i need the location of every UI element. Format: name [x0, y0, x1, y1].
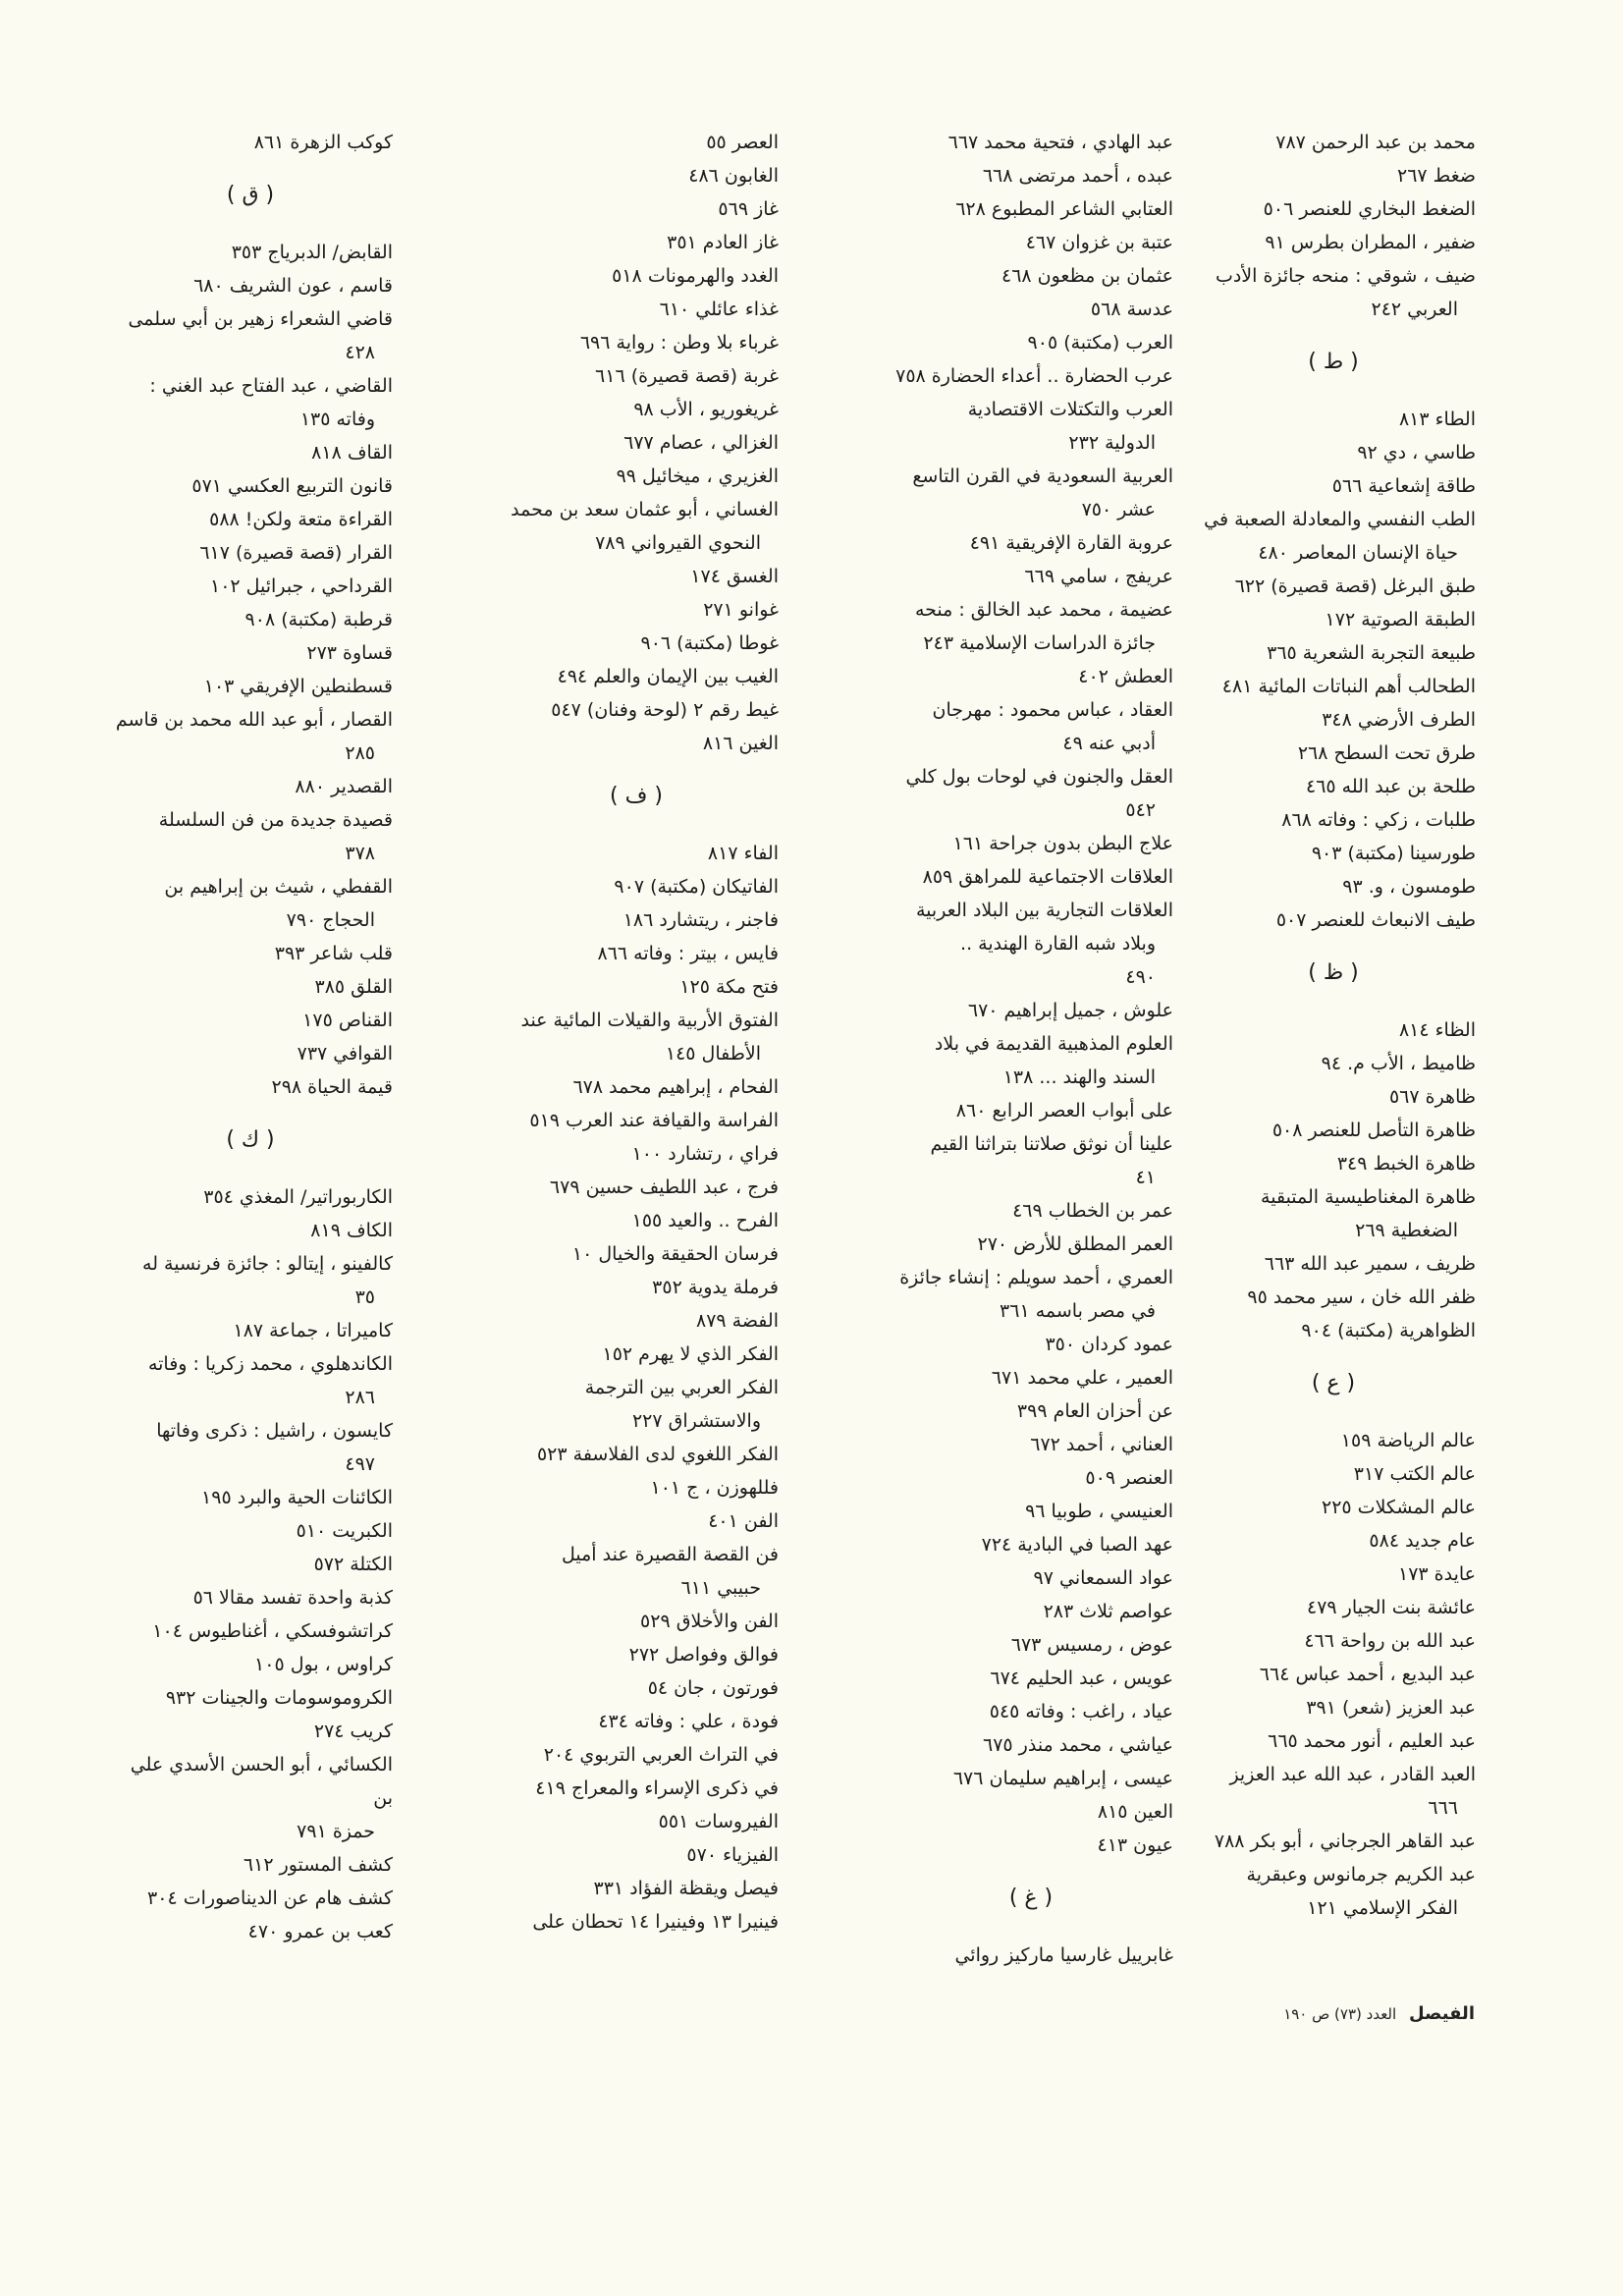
- index-entry-continuation: والاستشراق ٢٢٧: [631, 1410, 761, 1432]
- index-column-1: [1191, 126, 1476, 1925]
- index-entry: قانون التربيع العكسي ٥٧١: [191, 475, 393, 497]
- index-entry: عايدة ١٧٣: [1397, 1563, 1476, 1585]
- index-entry: الغابون ٤٨٦: [688, 165, 779, 187]
- index-entry: فراي ، رتشارد ١٠٠: [631, 1143, 779, 1165]
- index-entry-continuation: حبيبي ٦١١: [680, 1577, 761, 1599]
- index-entry: العلوم المذهبية القديمة في بلاد: [934, 1033, 1173, 1055]
- index-entry: كذبة واحدة تفسد مقالا ٥٦: [192, 1587, 393, 1609]
- index-entry: كايسون ، راشيل : ذكرى وفاتها: [156, 1420, 393, 1442]
- index-entry: العنصر ٥٠٩: [1085, 1467, 1173, 1489]
- index-entry-continuation: الدولية ٢٣٢: [1068, 432, 1156, 454]
- index-entry: طبيعة التجربة الشعرية ٣٦٥: [1267, 642, 1476, 664]
- index-entry: العرب (مكتبة) ٩٠٥: [1027, 332, 1173, 354]
- index-entry: قصيدة جديدة من فن السلسلة: [158, 809, 393, 831]
- index-entry: عن أحزان العام ٣٩٩: [1016, 1400, 1173, 1422]
- index-entry: كشف المستور ٦١٢: [243, 1854, 393, 1876]
- index-entry: الكتلة ٥٧٢: [313, 1554, 393, 1575]
- index-entry: غابرييل غارسيا ماركيز روائي: [954, 1944, 1173, 1966]
- index-entry: قاسم ، عون الشريف ٦٨٠: [193, 275, 393, 297]
- index-entry: فرسان الحقيقة والخيال ١٠: [571, 1243, 779, 1265]
- index-entry-continuation: ٤٩٠: [1125, 966, 1156, 988]
- index-entry: ضفير ، المطران بطرس ٩١: [1265, 232, 1476, 253]
- index-entry: الغيب بين الإيمان والعلم ٤٩٤: [557, 666, 779, 687]
- index-entry: طلبات ، زكي : وفاته ٨٦٨: [1281, 809, 1476, 831]
- index-entry: الكاف ٨١٩: [310, 1220, 393, 1241]
- index-entry-continuation: الضغطية ٢٦٩: [1355, 1220, 1458, 1241]
- index-entry-continuation: السند والهند ... ١٣٨: [1002, 1066, 1156, 1088]
- letter-section-heading: ( ط ): [1308, 350, 1359, 374]
- index-entry: القرداحي ، جبرائيل ١٠٢: [209, 575, 393, 597]
- index-entry: الفيروسات ٥٥١: [658, 1811, 779, 1832]
- index-entry: ظاهرة التأصل للعنصر ٥٠٨: [1271, 1120, 1476, 1141]
- index-entry: قسطنطين الإفريقي ١٠٣: [203, 676, 393, 697]
- index-entry: عروبة القارة الإفريقية ٤٩١: [969, 532, 1173, 554]
- index-entry: الفكر الذي لا يهرم ١٥٢: [602, 1343, 779, 1365]
- index-entry: الغزالي ، عصام ٦٧٧: [623, 432, 779, 454]
- index-entry: فن القصة القصيرة عند أميل: [562, 1544, 779, 1565]
- index-entry: عبد العزيز (شعر) ٣٩١: [1306, 1697, 1476, 1719]
- index-entry: قاضي الشعراء زهير بن أبي سلمى: [128, 308, 393, 330]
- index-entry: عبد الله بن رواحة ٤٦٦: [1304, 1630, 1476, 1652]
- index-entry: غوطا (مكتبة) ٩٠٦: [640, 632, 779, 654]
- index-entry: الفكر العربي بين الترجمة: [584, 1377, 779, 1398]
- index-entry: العمري ، أحمد سويلم : إنشاء جائزة: [899, 1267, 1173, 1288]
- index-entry-continuation: ٤١: [1135, 1167, 1156, 1188]
- index-entry: فرج ، عبد اللطيف حسين ٦٧٩: [549, 1176, 779, 1198]
- index-entry: العلاقات الاجتماعية للمراهق ٨٥٩: [922, 866, 1173, 888]
- index-entry: الفاتيكان (مكتبة) ٩٠٧: [614, 876, 779, 898]
- index-entry: القفطي ، شيث بن إبراهيم بن: [164, 876, 393, 898]
- index-entry-continuation: جائزة الدراسات الإسلامية ٢٤٣: [923, 632, 1156, 654]
- index-entry: كعب بن عمرو ٤٧٠: [247, 1921, 393, 1942]
- index-entry: عالم الرياضة ١٥٩: [1340, 1430, 1476, 1451]
- index-entry-continuation: في مصر باسمه ٣٦١: [1000, 1300, 1156, 1322]
- index-entry: علوش ، جميل إبراهيم ٦٧٠: [967, 1000, 1173, 1021]
- index-entry: ضغط ٢٦٧: [1397, 165, 1476, 187]
- index-entry: ضيف ، شوقي : منحه جائزة الأدب: [1215, 265, 1476, 287]
- index-entry: الطبقة الصوتية ١٧٢: [1325, 609, 1476, 630]
- index-entry: كوكب الزهرة ٨٦١: [253, 132, 393, 153]
- index-entry: غريغوريو ، الأب ٩٨: [633, 399, 779, 420]
- index-entry: طومسون ، و. ٩٣: [1342, 876, 1476, 898]
- index-entry: الغزيري ، ميخائيل ٩٩: [616, 465, 779, 487]
- index-entry: عالم الكتب ٣١٧: [1353, 1463, 1476, 1485]
- index-entry: الكاندهلوي ، محمد زكريا : وفاته: [147, 1353, 393, 1375]
- index-entry: الفاء ٨١٧: [707, 843, 779, 864]
- index-entry: ظفر الله خان ، سير محمد ٩٥: [1247, 1286, 1476, 1308]
- index-entry: العطش ٤٠٢: [1078, 666, 1173, 687]
- index-entry: طلحة بن عبد الله ٤٦٥: [1306, 776, 1476, 797]
- index-entry: القصار ، أبو عبد الله محمد بن قاسم: [115, 709, 393, 731]
- index-entry: عريفج ، سامي ٦٦٩: [1024, 566, 1173, 587]
- index-entry: طورسينا (مكتبة) ٩٠٣: [1311, 843, 1476, 864]
- index-entry: عمر بن الخطاب ٤٦٩: [1012, 1200, 1173, 1222]
- index-entry: الظواهرية (مكتبة) ٩٠٤: [1301, 1320, 1476, 1341]
- index-entry-continuation: النحوي القيرواني ٧٨٩: [595, 532, 761, 554]
- index-entry: الفرح .. والعيد ١٥٥: [631, 1210, 779, 1231]
- index-entry: فرملة يدوية ٣٥٢: [652, 1277, 779, 1298]
- index-entry-continuation: حمزة ٧٩١: [297, 1821, 375, 1842]
- index-entry: الكروموسومات والجينات ٩٣٢: [165, 1687, 393, 1709]
- index-entry: القوافي ٧٣٧: [297, 1043, 393, 1065]
- index-entry-continuation: ٣٧٨: [345, 843, 375, 864]
- index-entry-continuation: ٢٨٦: [345, 1387, 375, 1408]
- index-entry: الفيزياء ٥٧٠: [686, 1844, 779, 1866]
- index-entry: قلب شاعر ٣٩٣: [274, 943, 393, 964]
- index-entry: فوالق وفواصل ٢٧٢: [628, 1644, 779, 1666]
- index-entry-continuation: حياة الإنسان المعاصر ٤٨٠: [1258, 542, 1458, 564]
- index-entry: القلق ٣٨٥: [314, 976, 393, 998]
- index-entry: على أبواب العصر الرابع ٨٦٠: [955, 1100, 1173, 1121]
- index-entry: الفن والأخلاق ٥٢٩: [640, 1611, 779, 1632]
- index-entry: الفتوق الأربية والقيلات المائية عند: [520, 1010, 779, 1031]
- index-entry-continuation: ٤٢٨: [345, 342, 375, 363]
- index-entry: كراتشوفسكي ، أغناطيوس ١٠٤: [152, 1620, 393, 1642]
- index-entry: ظاهرة ٥٦٧: [1388, 1086, 1476, 1108]
- index-entry-continuation: الأطفال ١٤٥: [665, 1043, 761, 1065]
- index-entry: العين ٨١٥: [1097, 1801, 1173, 1823]
- index-entry: ظاهرة المغناطيسية المتبقية: [1261, 1186, 1476, 1208]
- index-entry: غربة (قصة قصيرة) ٦١٦: [595, 365, 779, 387]
- index-entry: القناص ١٧٥: [302, 1010, 393, 1031]
- page-footer: [1239, 2003, 1475, 2024]
- index-entry: الظاء ٨١٤: [1398, 1019, 1476, 1041]
- index-entry: الطاء ٨١٣: [1398, 409, 1476, 430]
- index-entry: الفكر اللغوي لدى الفلاسفة ٥٢٣: [536, 1444, 779, 1465]
- index-entry-continuation: ٣٥: [354, 1286, 375, 1308]
- index-entry: غرباء بلا وطن : رواية ٦٩٦: [579, 332, 779, 354]
- index-entry: عرب الحضارة .. أعداء الحضارة ٧٥٨: [895, 365, 1173, 387]
- index-entry: الفن ٤٠١: [708, 1510, 779, 1532]
- index-entry: طيف الانبعاث للعنصر ٥٠٧: [1275, 909, 1476, 931]
- index-entry: عبد القاهر الجرجاني ، أبو بكر ٧٨٨: [1214, 1831, 1476, 1852]
- index-entry: عواد السمعاني ٩٧: [1033, 1567, 1173, 1589]
- letter-section-heading: ( غ ): [1008, 1886, 1054, 1910]
- index-entry-continuation: ٦٦٦: [1428, 1797, 1458, 1819]
- index-entry: عيون ٤١٣: [1097, 1834, 1173, 1856]
- index-entry: القصدير ٨٨٠: [295, 776, 393, 797]
- index-entry: العرب والتكتلات الاقتصادية: [967, 399, 1173, 420]
- index-entry: الغسق ١٧٤: [690, 566, 779, 587]
- index-entry: القاضي ، عبد الفتاح عبد الغني :: [149, 375, 393, 397]
- index-entry: غذاء عائلي ٦١٠: [659, 299, 779, 320]
- index-entry: الغين ٨١٦: [702, 733, 779, 754]
- index-entry: كشف هام عن الديناصورات ٣٠٤: [147, 1887, 393, 1909]
- index-entry: كالفينو ، إيتالو : جائزة فرنسية له: [142, 1253, 393, 1275]
- index-entry-continuation: الفكر الإسلامي ١٢١: [1307, 1897, 1458, 1919]
- index-entry: العناني ، أحمد ٦٧٢: [1030, 1434, 1173, 1455]
- letter-section-heading: ( ك ): [226, 1127, 275, 1152]
- index-entry: فودة ، علي : وفاته ٤٣٤: [598, 1711, 779, 1732]
- letter-section-heading: ( ع ): [1311, 1371, 1356, 1395]
- index-entry: عويس ، عبد الحليم ٦٧٤: [990, 1667, 1173, 1689]
- index-entry: طرق تحت السطح ٢٦٨: [1297, 742, 1476, 764]
- index-entry: الطب النفسي والمعادلة الصعبة في: [1204, 509, 1476, 530]
- index-entry: القرار (قصة قصيرة) ٦١٧: [199, 542, 393, 564]
- index-entry: فللهوزن ، ج ١٠١: [650, 1477, 779, 1499]
- magazine-logo: الفيصل: [1408, 2003, 1475, 2024]
- index-entry: الفضة ٨٧٩: [695, 1310, 779, 1332]
- index-entry: كراوس ، بول ١٠٥: [254, 1654, 393, 1675]
- index-entry: غاز العادم ٣٥١: [667, 232, 779, 253]
- index-entry: الكائنات الحية والبرد ١٩٥: [201, 1487, 393, 1508]
- index-entry: عواصم ثلاث ٢٨٣: [1043, 1601, 1173, 1622]
- index-entry: العقل والجنون في لوحات بول كلي: [905, 766, 1173, 788]
- index-entry: عيسى ، إبراهيم سليمان ٦٧٦: [952, 1768, 1173, 1789]
- letter-section-heading: ( ظ ): [1308, 960, 1359, 985]
- index-entry: الطحالب أهم النباتات المائية ٤٨١: [1221, 676, 1476, 697]
- index-entry: عدسة ٥٦٨: [1090, 299, 1173, 320]
- index-entry: طاقة إشعاعية ٥٦٦: [1331, 475, 1476, 497]
- index-entry: علينا أن نوثق صلاتنا بتراثنا القيم: [930, 1133, 1173, 1155]
- index-entry: فايس ، بيتر : وفاته ٨٦٦: [597, 943, 779, 964]
- index-entry-continuation: ٤٩٧: [345, 1453, 375, 1475]
- index-entry-continuation: الحجاج ٧٩٠: [286, 909, 375, 931]
- index-entry: فيصل ويقظة الفؤاد ٣٣١: [593, 1878, 779, 1899]
- index-entry: القراءة متعة ولكن! ٥٨٨: [209, 509, 393, 530]
- index-entry-continuation: العربي ٢٤٢: [1371, 299, 1458, 320]
- index-entry: عمود كردان ٣٥٠: [1045, 1334, 1173, 1355]
- index-entry: عبد الكريم جرمانوس وعبقرية: [1246, 1864, 1476, 1886]
- index-entry: عهد الصبا في البادية ٧٢٤: [981, 1534, 1173, 1556]
- index-entry: الفحام ، إبراهيم محمد ٦٧٨: [572, 1076, 779, 1098]
- index-entry: العبد القادر ، عبد الله عبد العزيز: [1229, 1764, 1476, 1785]
- index-entry: محمد بن عبد الرحمن ٧٨٧: [1275, 132, 1476, 153]
- index-entry: القاف ٨١٨: [311, 442, 393, 464]
- index-entry: كريب ٢٧٤: [313, 1721, 393, 1742]
- letter-section-heading: ( ق ): [226, 183, 275, 207]
- index-entry: العربية السعودية في القرن التاسع: [912, 465, 1173, 487]
- index-entry-continuation: ٢٨٥: [345, 742, 375, 764]
- index-entry: عبد الهادي ، فتحية محمد ٦٦٧: [947, 132, 1173, 153]
- index-entry: العقاد ، عباس محمود : مهرجان: [932, 699, 1173, 721]
- index-entry: عثمان بن مظعون ٤٦٨: [1001, 265, 1173, 287]
- issue-page-label: العدد (٧٣) ص ١٩٠: [1283, 2005, 1397, 2023]
- index-entry: الغساني ، أبو عثمان سعد بن محمد: [511, 499, 779, 520]
- index-entry: العمر المطلق للأرض ٢٧٠: [977, 1233, 1173, 1255]
- index-entry: عبد البديع ، أحمد عباس ٦٦٤: [1259, 1664, 1476, 1685]
- index-entry: عالم المشكلات ٢٢٥: [1322, 1497, 1476, 1518]
- index-entry: الكاربوراتير/ المغذي ٣٥٤: [203, 1186, 393, 1208]
- index-entry: الكسائي ، أبو الحسن الأسدي علي بن: [130, 1754, 393, 1809]
- index-entry-continuation: ٥٤٢: [1125, 799, 1156, 821]
- index-entry: العلاقات التجارية بين البلاد العربية: [915, 900, 1173, 921]
- index-entry: عام جديد ٥٨٤: [1369, 1530, 1476, 1552]
- index-entry: الطرف الأرضي ٣٤٨: [1322, 709, 1476, 731]
- index-entry: عياشي ، محمد منذر ٦٧٥: [983, 1734, 1173, 1756]
- index-entry: عتبة بن غزوان ٤٦٧: [1025, 232, 1173, 253]
- index-entry: ظريف ، سمير عبد الله ٦٦٣: [1264, 1253, 1476, 1275]
- index-entry: غاز ٥٦٩: [718, 198, 779, 220]
- index-entry: عياد ، راغب : وفاته ٥٤٥: [989, 1701, 1173, 1722]
- index-entry-continuation: وبلاد شبه القارة الهندية ..: [960, 933, 1156, 955]
- index-entry: العتابي الشاعر المطبوع ٦٢٨: [955, 198, 1173, 220]
- index-column-3: [494, 126, 779, 1939]
- index-entry: فينيرا ١٣ وفينيرا ١٤ تحطان على: [532, 1911, 779, 1933]
- index-entry: الفراسة والقيافة عند العرب ٥١٩: [529, 1110, 779, 1131]
- index-column-4: [108, 126, 393, 1948]
- index-entry: عبد العليم ، أنور محمد ٦٦٥: [1268, 1730, 1476, 1752]
- index-entry: عضيمة ، محمد عبد الخالق : منحه: [914, 599, 1173, 621]
- index-entry: عبده ، أحمد مرتضى ٦٦٨: [982, 165, 1173, 187]
- index-entry: فورتون ، جان ٥٤: [647, 1677, 779, 1699]
- index-entry: قساوة ٢٧٣: [306, 642, 393, 664]
- index-entry: في التراث العربي التربوي ٢٠٤: [543, 1744, 779, 1766]
- index-entry: ظاهرة الخبط ٣٤٩: [1336, 1153, 1476, 1175]
- index-entry: علاج البطن بدون جراحة ١٦١: [952, 833, 1173, 854]
- index-entry: في ذكرى الإسراء والمعراج ٤١٩: [535, 1777, 779, 1799]
- index-column-2: [889, 126, 1173, 1972]
- index-entry: الضغط البخاري للعنصر ٥٠٦: [1263, 198, 1476, 220]
- letter-section-heading: ( ف ): [610, 784, 663, 808]
- index-entry: العمير ، علي محمد ٦٧١: [991, 1367, 1173, 1389]
- index-entry: طاسي ، دي ٩٢: [1357, 442, 1476, 464]
- index-entry: طبق البرغل (قصة قصيرة) ٦٢٢: [1234, 575, 1476, 597]
- index-entry-continuation: وفاته ١٣٥: [299, 409, 375, 430]
- index-entry: فاجنر ، ريتشارد ١٨٦: [622, 909, 779, 931]
- index-entry: العصر ٥٥: [706, 132, 779, 153]
- index-entry: قيمة الحياة ٢٩٨: [271, 1076, 393, 1098]
- index-entry: القابض/ الدبرياج ٣٥٣: [231, 242, 393, 263]
- index-entry: الكبريت ٥١٠: [296, 1520, 393, 1542]
- index-entry: غيط رقم ٢ (لوحة وفنان) ٥٤٧: [551, 699, 779, 721]
- index-entry: ظاميط ، الأب م. ٩٤: [1321, 1053, 1476, 1074]
- index-entry: فتح مكة ١٢٥: [679, 976, 779, 998]
- index-entry: كاميراتا ، جماعة ١٨٧: [233, 1320, 393, 1341]
- index-entry-continuation: أدبي عنه ٤٩: [1062, 733, 1156, 754]
- index-entry-continuation: عشر ٧٥٠: [1081, 499, 1156, 520]
- index-entry: العنيسي ، طوبيا ٩٦: [1025, 1501, 1173, 1522]
- index-entry: غوانو ٢٧١: [703, 599, 779, 621]
- index-entry: عائشة بنت الجيار ٤٧٩: [1306, 1597, 1476, 1618]
- index-entry: الغدد والهرمونات ٥١٨: [612, 265, 779, 287]
- index-entry: قرطبة (مكتبة) ٩٠٨: [244, 609, 393, 630]
- index-entry: عوض ، رمسيس ٦٧٣: [1010, 1634, 1173, 1656]
